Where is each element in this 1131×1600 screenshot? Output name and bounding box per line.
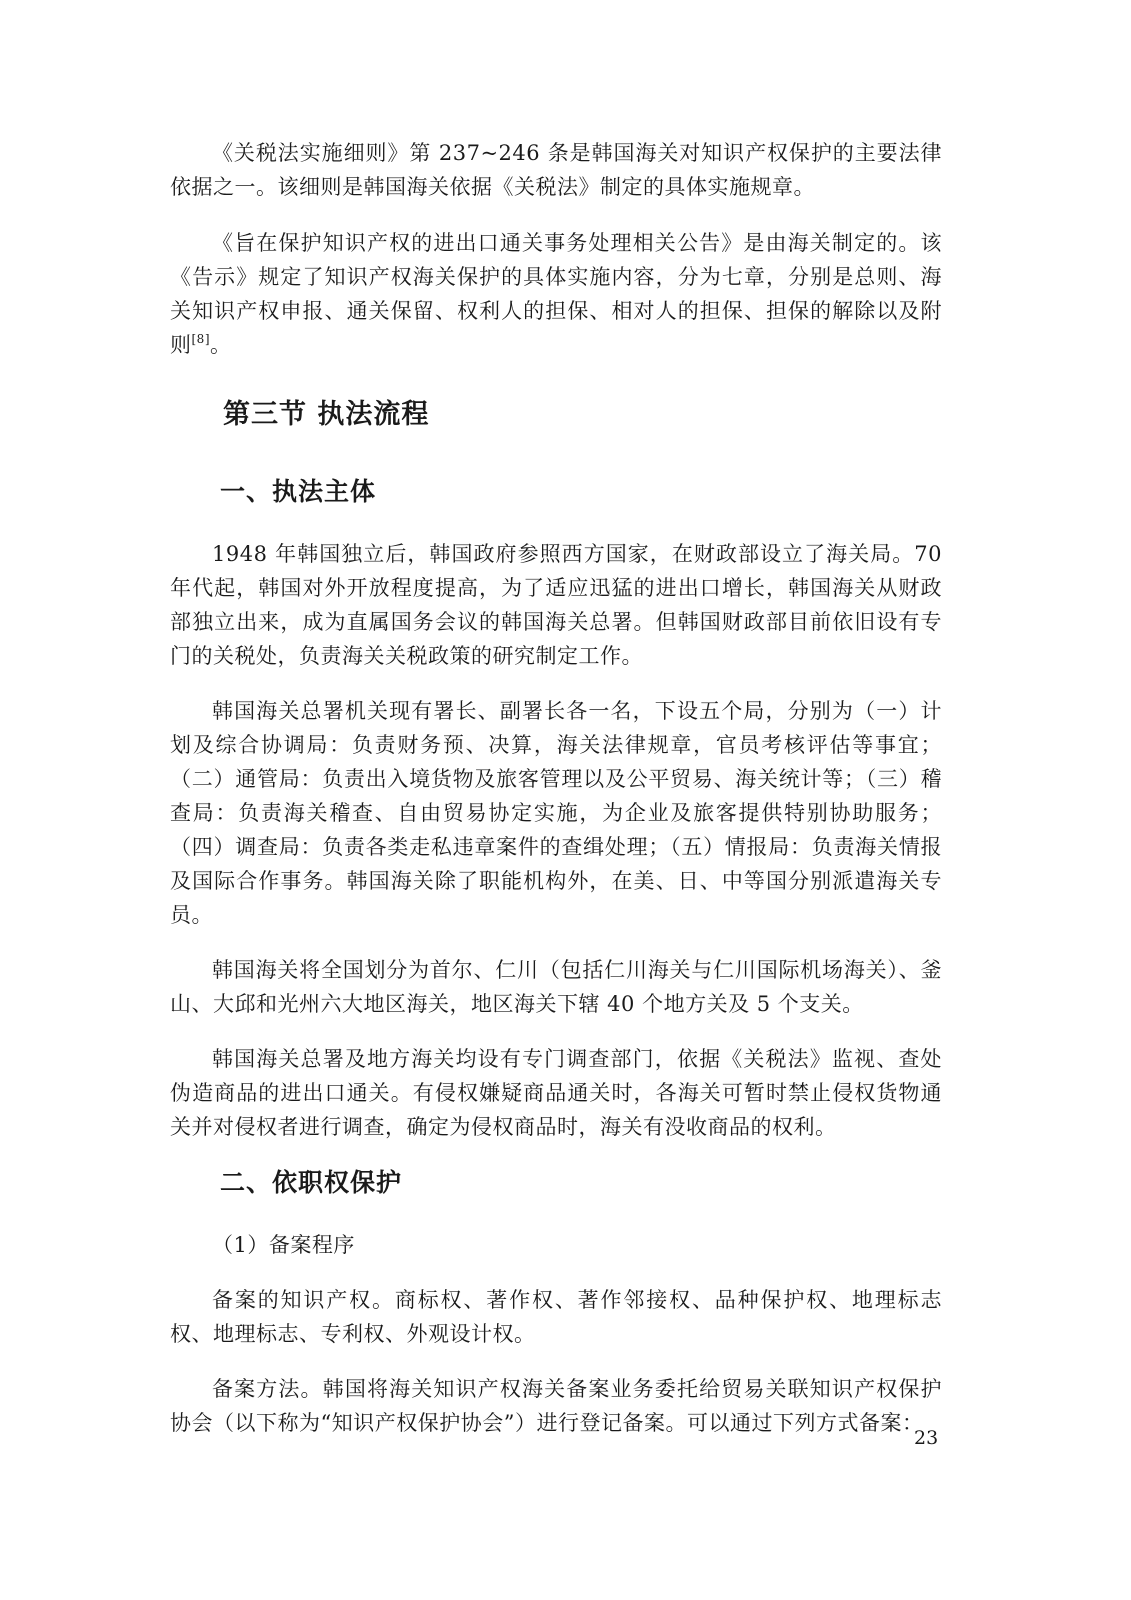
section-title: 第三节 执法流程 [223, 399, 430, 430]
paragraph-organization: 韩国海关总署机关现有署长、副署长各一名，下设五个局，分别为（一）计划及综合协调局：负责财务预、决算，海关法律规章，官员考核评估等事宜；（二）通管局：负责出入境货物及旅客管理以及公平贸易、海关统计等；（三）稽查局：负责海关稽查、自由贸易协定实施，为企业及旅客提供特别协助服务；（四）调查局：负责各类走私违章案件的查缉处理；（五）情报局：负责海关情报及国际合作事务。韩国海关除了职能机构外，在美、日、中等国分别派遣海关专员。 [170, 699, 942, 927]
citation-reference[interactable]: [8] [191, 332, 210, 346]
page-number: 23 [914, 1427, 939, 1449]
page-body [170, 136, 942, 1461]
paragraph-announcement-tail: 。 [210, 333, 232, 357]
subsection-title-enforcement-body: 一、执法主体 [220, 477, 377, 506]
subsection-title-ex-officio: 二、依职权保护 [220, 1168, 403, 1197]
paragraph-announcement [170, 226, 942, 362]
paragraph-announcement-text: 《旨在保护知识产权的进出口通关事务处理相关公告》是由海关制定的。该《告示》规定了知识产权海关保护的具体实施内容，分为七章，分别是总则、海关知识产权申报、通关保留、权利人的担保、相对人的担保、担保的解除以及附则 [170, 231, 942, 357]
paragraph-implementation-rules: 《关税法实施细则》第 237~246 条是韩国海关对知识产权保护的主要法律依据之一。该细则是韩国海关依据《关税法》制定的具体实施规章。 [170, 141, 942, 199]
paragraph-filing-method: 备案方法。韩国将海关知识产权海关备案业务委托给贸易关联知识产权保护协会（以下称为“知识产权保护协会”）进行登记备案。可以通过下列方式备案： [170, 1377, 942, 1435]
paragraph-filed-ip-rights: 备案的知识产权。商标权、著作权、著作邻接权、品种保护权、地理标志权、地理标志、专利权、外观设计权。 [170, 1288, 942, 1346]
paragraph-history: 1948 年韩国独立后，韩国政府参照西方国家，在财政部设立了海关局。70 年代起，韩国对外开放程度提高，为了适应迅猛的进出口增长，韩国海关从财政部独立出来，成为直属国务会议的韩国海关总署。但韩国财政部目前依旧设有专门的关税处，负责海关关税政策的研究制定工作。 [170, 542, 942, 668]
paragraph-investigation: 韩国海关总署及地方海关均设有专门调查部门，依据《关税法》监视、查处伪造商品的进出口通关。有侵权嫌疑商品通关时，各海关可暂时禁止侵权货物通关并对侵权者进行调查，确定为侵权商品时，海关有没收商品的权利。 [170, 1047, 942, 1139]
paragraph-regional-customs: 韩国海关将全国划分为首尔、仁川（包括仁川海关与仁川国际机场海关）、釜山、大邱和光州六大地区海关，地区海关下辖 40 个地方关及 5 个支关。 [170, 958, 942, 1016]
paragraph-filing-procedure: （1）备案程序 [212, 1233, 355, 1257]
